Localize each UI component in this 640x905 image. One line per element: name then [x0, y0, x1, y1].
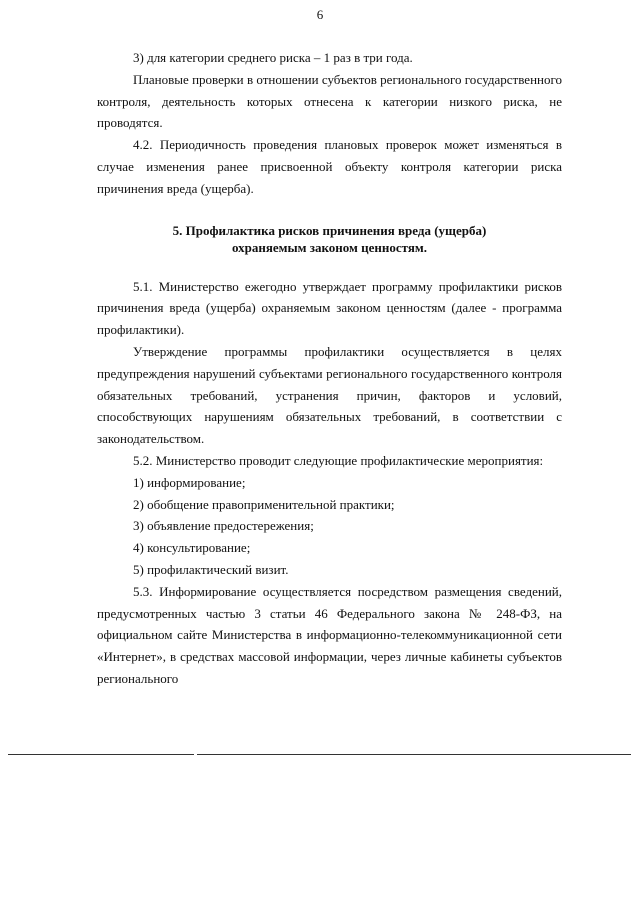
- footnote-divider-right: [197, 754, 631, 755]
- document-body: [97, 47, 562, 690]
- section-heading-line1: 5. Профилактика рисков причинения вреда (ущерба): [172, 222, 487, 238]
- paragraph-5-1: 5.1. Министерство ежегодно утверждает программу профилактики рисков причинения вреда (ущерба) охраняемым законом ценностям (далее - программа профилактики).: [97, 278, 562, 338]
- paragraph-5-3: 5.3. Информирование осуществляется посредством размещения сведений, предусмотренных частью 3 статьи 46 Федерального закона № 248-ФЗ, на официальном сайте Министерства в информационно-телекоммуникационной сети «Интернет», в средствах массовой информации, через личные кабинеты субъектов регионального: [97, 583, 562, 686]
- list-item: 2) обобщение правоприменительной практики;: [133, 496, 395, 512]
- paragraph-low-risk: Плановые проверки в отношении субъектов регионального государственного контроля, деятельность которых отнесена к категории низкого риска, не проводятся.: [97, 71, 562, 131]
- list-item: 1) информирование;: [133, 474, 246, 490]
- list-item: 4) консультирование;: [133, 540, 251, 556]
- paragraph-program-approval: Утверждение программы профилактики осуществляется в целях предупреждения нарушений субъектами регионального государственного контроля обязательных требований, устранения причин, факторов и условий, способствующих нарушениям обязательных требований, в соответствии с законодательством.: [97, 343, 562, 447]
- section-heading-line2: охраняемым законом ценностям.: [231, 239, 428, 255]
- footnote-divider-left: [8, 754, 194, 755]
- paragraph-risk-medium: 3) для категории среднего риска – 1 раз в три года.: [133, 50, 413, 65]
- section-heading: [97, 222, 562, 256]
- paragraph-4-2: 4.2. Периодичность проведения плановых проверок может изменяться в случае изменения ранее присвоенной объекту контроля категории риска причинения вреда (ущерба).: [97, 137, 562, 196]
- list-item: 3) объявление предостережения;: [133, 518, 314, 534]
- paragraph-5-2: 5.2. Министерство проводит следующие профилактические мероприятия:: [133, 452, 544, 468]
- page-number: 6: [316, 7, 324, 22]
- list-item: 5) профилактический визит.: [133, 561, 289, 577]
